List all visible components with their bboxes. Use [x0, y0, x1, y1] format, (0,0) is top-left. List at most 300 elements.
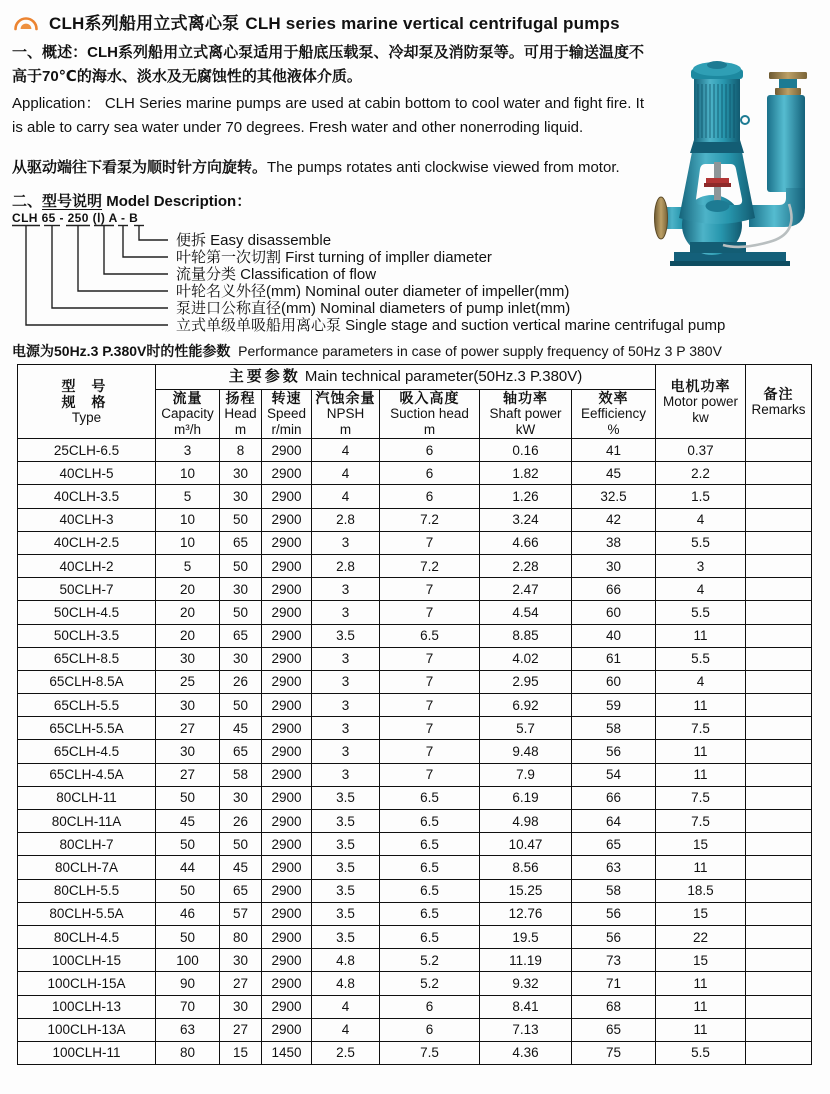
type-header-line3: Type [71, 409, 102, 425]
cell-npsh: 2.5 [312, 1041, 380, 1064]
cell-efficiency: 54 [572, 763, 656, 786]
table-caption-en: Performance parameters in case of power supply frequency of 50Hz 3 P 380V [238, 343, 722, 359]
cell-shaft-power: 0.16 [480, 439, 572, 462]
cell-capacity: 50 [156, 786, 220, 809]
cell-type: 80CLH-5.5A [18, 902, 156, 925]
cell-efficiency: 75 [572, 1041, 656, 1064]
col-header-suction-head: 吸入高度 Suction head m [380, 390, 480, 439]
cell-speed: 2900 [262, 833, 312, 856]
model-item-inlet-diameter: 泵进口公称直径(mm) Nominal diameters of pump inlet(mm) [176, 300, 571, 317]
cell-remarks [746, 902, 812, 925]
cell-speed: 2900 [262, 1018, 312, 1041]
table-row [18, 902, 812, 925]
cell-suction-head: 7.2 [380, 554, 480, 577]
cell-suction-head: 7 [380, 740, 480, 763]
cell-shaft-power: 8.85 [480, 624, 572, 647]
cell-type: 40CLH-5 [18, 462, 156, 485]
cell-capacity: 20 [156, 624, 220, 647]
cell-motor-power: 5.5 [656, 647, 746, 670]
parameters-table [17, 364, 812, 1065]
cell-motor-power: 5.5 [656, 1041, 746, 1064]
cell-suction-head: 7 [380, 531, 480, 554]
table-row [18, 485, 812, 508]
cell-remarks [746, 554, 812, 577]
cell-remarks [746, 578, 812, 601]
cell-npsh: 3 [312, 717, 380, 740]
col-header-capacity: 流量 Capacity m³/h [156, 390, 220, 439]
cell-efficiency: 56 [572, 740, 656, 763]
cell-motor-power: 7.5 [656, 810, 746, 833]
page-header [0, 0, 830, 34]
cell-capacity: 50 [156, 879, 220, 902]
table-row [18, 995, 812, 1018]
model-item-first-turning: 叶轮第一次切割 First turning of impller diameter [176, 249, 492, 266]
cell-npsh: 3.5 [312, 624, 380, 647]
cell-type: 40CLH-2.5 [18, 531, 156, 554]
cell-type: 40CLH-2 [18, 554, 156, 577]
model-code: CLH 65 - 250 (Ⅰ) A - B [12, 212, 139, 225]
cell-head: 27 [220, 972, 262, 995]
cell-npsh: 3 [312, 740, 380, 763]
cell-shaft-power: 4.66 [480, 531, 572, 554]
cell-type: 65CLH-8.5 [18, 647, 156, 670]
pump-discharge-pipe [749, 72, 807, 227]
cell-head: 65 [220, 740, 262, 763]
col-header-head: 扬程 Head m [220, 390, 262, 439]
cell-suction-head: 6.5 [380, 624, 480, 647]
cell-motor-power: 22 [656, 925, 746, 948]
cell-capacity: 50 [156, 833, 220, 856]
model-item-impeller-diameter: 叶轮名义外径(mm) Nominal outer diameter of impeller(mm) [176, 283, 570, 300]
cell-efficiency: 59 [572, 694, 656, 717]
cell-speed: 2900 [262, 786, 312, 809]
table-row [18, 554, 812, 577]
cell-npsh: 3 [312, 601, 380, 624]
table-row [18, 786, 812, 809]
cell-efficiency: 32.5 [572, 485, 656, 508]
cell-shaft-power: 2.28 [480, 554, 572, 577]
cell-type: 50CLH-7 [18, 578, 156, 601]
cell-speed: 2900 [262, 601, 312, 624]
cell-remarks [746, 1041, 812, 1064]
cell-capacity: 30 [156, 694, 220, 717]
cell-remarks [746, 508, 812, 531]
page-title-en: CLH series marine vertical centrifugal pumps [245, 14, 620, 33]
cell-remarks [746, 1018, 812, 1041]
cell-efficiency: 65 [572, 833, 656, 856]
cell-efficiency: 58 [572, 717, 656, 740]
cell-efficiency: 61 [572, 647, 656, 670]
cell-type: 50CLH-4.5 [18, 601, 156, 624]
cell-remarks [746, 995, 812, 1018]
cell-remarks [746, 670, 812, 693]
cell-head: 30 [220, 578, 262, 601]
cell-efficiency: 60 [572, 670, 656, 693]
cell-head: 65 [220, 624, 262, 647]
table-caption-zh: 电源为50Hz.3 P.380V时的性能参数 [12, 343, 231, 359]
cell-speed: 2900 [262, 763, 312, 786]
cell-suction-head: 6 [380, 462, 480, 485]
cell-capacity: 63 [156, 1018, 220, 1041]
cell-type: 100CLH-15A [18, 972, 156, 995]
cell-efficiency: 42 [572, 508, 656, 531]
group-header-en: Main technical parameter(50Hz.3 P.380V) [304, 368, 583, 385]
cell-suction-head: 6.5 [380, 833, 480, 856]
cell-speed: 2900 [262, 462, 312, 485]
cell-type: 65CLH-5.5A [18, 717, 156, 740]
cell-motor-power: 3 [656, 554, 746, 577]
cell-head: 58 [220, 763, 262, 786]
cell-head: 15 [220, 1041, 262, 1064]
cell-npsh: 3 [312, 531, 380, 554]
cell-speed: 2900 [262, 554, 312, 577]
cell-efficiency: 58 [572, 879, 656, 902]
cell-capacity: 25 [156, 670, 220, 693]
cell-motor-power: 2.2 [656, 462, 746, 485]
cell-motor-power: 7.5 [656, 786, 746, 809]
leader-line [52, 226, 168, 309]
cell-capacity: 27 [156, 717, 220, 740]
table-row [18, 810, 812, 833]
table-caption [12, 341, 830, 361]
cell-type: 80CLH-11 [18, 786, 156, 809]
cell-motor-power: 7.5 [656, 717, 746, 740]
cell-remarks [746, 647, 812, 670]
cell-motor-power: 11 [656, 624, 746, 647]
cell-remarks [746, 786, 812, 809]
cell-speed: 2900 [262, 856, 312, 879]
cell-efficiency: 60 [572, 601, 656, 624]
cell-motor-power: 4 [656, 670, 746, 693]
cell-shaft-power: 2.47 [480, 578, 572, 601]
cell-speed: 2900 [262, 949, 312, 972]
cell-suction-head: 7 [380, 601, 480, 624]
type-header-line2: 规 格 [61, 393, 112, 410]
cell-motor-power: 15 [656, 949, 746, 972]
table-row [18, 879, 812, 902]
rotation-note [12, 156, 644, 180]
cell-npsh: 3.5 [312, 786, 380, 809]
overview-section [12, 41, 644, 180]
type-header-line1: 型 号 [61, 377, 112, 394]
cell-head: 50 [220, 694, 262, 717]
cell-remarks [746, 740, 812, 763]
cell-remarks [746, 879, 812, 902]
cell-suction-head: 7 [380, 717, 480, 740]
cell-efficiency: 40 [572, 624, 656, 647]
cell-capacity: 44 [156, 856, 220, 879]
cell-efficiency: 30 [572, 554, 656, 577]
brand-arc-icon [12, 13, 40, 31]
cell-npsh: 3.5 [312, 879, 380, 902]
cell-shaft-power: 1.82 [480, 462, 572, 485]
table-row [18, 694, 812, 717]
table-row [18, 508, 812, 531]
cell-head: 26 [220, 810, 262, 833]
table-row [18, 624, 812, 647]
cell-capacity: 100 [156, 949, 220, 972]
cell-type: 65CLH-8.5A [18, 670, 156, 693]
table-row [18, 601, 812, 624]
cell-type: 100CLH-13 [18, 995, 156, 1018]
cell-npsh: 3.5 [312, 925, 380, 948]
cell-efficiency: 71 [572, 972, 656, 995]
table-row [18, 949, 812, 972]
cell-type: 100CLH-11 [18, 1041, 156, 1064]
cell-npsh: 3.5 [312, 902, 380, 925]
cell-type: 100CLH-15 [18, 949, 156, 972]
cell-shaft-power: 7.9 [480, 763, 572, 786]
cell-head: 8 [220, 439, 262, 462]
cell-suction-head: 7 [380, 578, 480, 601]
page-title-zh: CLH系列船用立式离心泵 [49, 14, 240, 33]
cell-type: 40CLH-3 [18, 508, 156, 531]
cell-remarks [746, 763, 812, 786]
cell-speed: 2900 [262, 670, 312, 693]
cell-suction-head: 6.5 [380, 786, 480, 809]
cell-head: 65 [220, 531, 262, 554]
cell-speed: 2900 [262, 624, 312, 647]
table-row [18, 717, 812, 740]
cell-efficiency: 45 [572, 462, 656, 485]
leader-line [104, 226, 168, 275]
cell-remarks [746, 694, 812, 717]
cell-remarks [746, 810, 812, 833]
cell-capacity: 50 [156, 925, 220, 948]
cell-speed: 2900 [262, 902, 312, 925]
cell-efficiency: 65 [572, 1018, 656, 1041]
cell-head: 30 [220, 949, 262, 972]
cell-remarks [746, 531, 812, 554]
cell-head: 30 [220, 995, 262, 1018]
cell-capacity: 30 [156, 647, 220, 670]
cell-head: 30 [220, 462, 262, 485]
cell-remarks [746, 462, 812, 485]
table-row [18, 462, 812, 485]
cell-capacity: 10 [156, 462, 220, 485]
table-row [18, 1041, 812, 1064]
cell-head: 50 [220, 601, 262, 624]
table-row [18, 670, 812, 693]
cell-shaft-power: 9.32 [480, 972, 572, 995]
rotation-note-zh: 从驱动端往下看泵为顺时针方向旋转。 [12, 159, 268, 176]
cell-suction-head: 6.5 [380, 810, 480, 833]
cell-head: 50 [220, 508, 262, 531]
cell-speed: 2900 [262, 717, 312, 740]
cell-npsh: 2.8 [312, 508, 380, 531]
cell-head: 26 [220, 670, 262, 693]
cell-npsh: 3 [312, 763, 380, 786]
cell-head: 45 [220, 717, 262, 740]
cell-shaft-power: 6.19 [480, 786, 572, 809]
cell-motor-power: 4 [656, 578, 746, 601]
table-row [18, 925, 812, 948]
cell-remarks [746, 601, 812, 624]
col-header-npsh: 汽蚀余量 NPSH m [312, 390, 380, 439]
cell-suction-head: 6.5 [380, 879, 480, 902]
cell-capacity: 3 [156, 439, 220, 462]
cell-head: 30 [220, 647, 262, 670]
cell-speed: 2900 [262, 925, 312, 948]
cell-capacity: 45 [156, 810, 220, 833]
cell-speed: 2900 [262, 694, 312, 717]
cell-shaft-power: 2.95 [480, 670, 572, 693]
cell-shaft-power: 7.13 [480, 1018, 572, 1041]
page-title [49, 9, 620, 34]
cell-capacity: 90 [156, 972, 220, 995]
cell-type: 65CLH-4.5 [18, 740, 156, 763]
col-header-motor-power: 电机功率 Motor power kw [656, 365, 746, 439]
cell-remarks [746, 972, 812, 995]
cell-capacity: 80 [156, 1041, 220, 1064]
cell-head: 50 [220, 833, 262, 856]
cell-npsh: 3.5 [312, 833, 380, 856]
cell-speed: 2900 [262, 810, 312, 833]
table-row [18, 833, 812, 856]
cell-motor-power: 11 [656, 972, 746, 995]
col-header-efficiency: 效率 Eefficiency % [572, 390, 656, 439]
cell-capacity: 10 [156, 508, 220, 531]
cell-motor-power: 1.5 [656, 485, 746, 508]
cell-shaft-power: 3.24 [480, 508, 572, 531]
cell-speed: 2900 [262, 439, 312, 462]
cell-speed: 2900 [262, 740, 312, 763]
cell-npsh: 3 [312, 670, 380, 693]
group-header-main-parameters [156, 365, 656, 390]
cell-suction-head: 7.2 [380, 508, 480, 531]
cell-motor-power: 15 [656, 902, 746, 925]
cell-suction-head: 6.5 [380, 856, 480, 879]
cell-speed: 2900 [262, 972, 312, 995]
pump-photo [648, 56, 810, 268]
cell-suction-head: 6 [380, 995, 480, 1018]
col-header-speed: 转速 Speed r/min [262, 390, 312, 439]
cell-npsh: 3 [312, 647, 380, 670]
cell-motor-power: 11 [656, 995, 746, 1018]
overview-zh: 一、概述：CLH系列船用立式离心泵适用于船底压载泵、冷却泵及消防泵等。可用于输送温度不高于70℃的海水、淡水及无腐蚀性的其他液体介质。 [12, 44, 644, 85]
cell-speed: 2900 [262, 578, 312, 601]
cell-npsh: 4 [312, 1018, 380, 1041]
cell-type: 65CLH-4.5A [18, 763, 156, 786]
cell-type: 25CLH-6.5 [18, 439, 156, 462]
cell-motor-power: 11 [656, 856, 746, 879]
pump-motor [690, 61, 749, 153]
cell-suction-head: 6 [380, 485, 480, 508]
heading-en: Model Description： [106, 193, 252, 210]
cell-shaft-power: 9.48 [480, 740, 572, 763]
cell-npsh: 3 [312, 578, 380, 601]
cell-efficiency: 66 [572, 578, 656, 601]
cell-type: 80CLH-7 [18, 833, 156, 856]
cell-head: 27 [220, 1018, 262, 1041]
col-header-type [18, 365, 156, 439]
cell-npsh: 4 [312, 462, 380, 485]
cell-type: 80CLH-4.5 [18, 925, 156, 948]
cell-suction-head: 7.5 [380, 1041, 480, 1064]
model-item-easy-disassemble: 便拆 Easy disassemble [176, 232, 332, 249]
cell-shaft-power: 4.54 [480, 601, 572, 624]
cell-speed: 2900 [262, 647, 312, 670]
cell-motor-power: 18.5 [656, 879, 746, 902]
table-body [18, 439, 812, 1065]
cell-npsh: 3.5 [312, 810, 380, 833]
cell-speed: 2900 [262, 508, 312, 531]
cell-remarks [746, 833, 812, 856]
cell-shaft-power: 19.5 [480, 925, 572, 948]
cell-motor-power: 11 [656, 1018, 746, 1041]
group-header-zh: 主要参数 [228, 368, 301, 385]
table-row [18, 856, 812, 879]
cell-speed: 2900 [262, 879, 312, 902]
cell-efficiency: 73 [572, 949, 656, 972]
table-row [18, 972, 812, 995]
cell-shaft-power: 12.76 [480, 902, 572, 925]
cell-shaft-power: 8.41 [480, 995, 572, 1018]
cell-efficiency: 64 [572, 810, 656, 833]
cell-efficiency: 66 [572, 786, 656, 809]
cell-capacity: 5 [156, 485, 220, 508]
cell-efficiency: 63 [572, 856, 656, 879]
cell-suction-head: 7 [380, 763, 480, 786]
cell-npsh: 3.5 [312, 856, 380, 879]
cell-suction-head: 6 [380, 1018, 480, 1041]
pump-coupling [704, 162, 731, 212]
cell-npsh: 4.8 [312, 972, 380, 995]
cell-capacity: 27 [156, 763, 220, 786]
heading-zh: 型号说明 [42, 193, 103, 210]
cell-efficiency: 38 [572, 531, 656, 554]
cell-type: 40CLH-3.5 [18, 485, 156, 508]
overview-en: Application： CLH Series marine pumps are used at cabin bottom to cool water and fight fire. It is able to carry sea water under 70 degrees. Fresh water and other nonerroding liquid. [12, 95, 644, 136]
table-row [18, 578, 812, 601]
heading-prefix: 二、 [12, 193, 43, 210]
cell-motor-power: 5.5 [656, 601, 746, 624]
cell-capacity: 46 [156, 902, 220, 925]
cell-speed: 2900 [262, 485, 312, 508]
table-row [18, 647, 812, 670]
cell-motor-power: 5.5 [656, 531, 746, 554]
cell-head: 80 [220, 925, 262, 948]
col-header-remarks: 备注 Remarks [746, 365, 812, 439]
table-row [18, 1018, 812, 1041]
cell-remarks [746, 717, 812, 740]
table-header [18, 365, 812, 439]
cell-capacity: 70 [156, 995, 220, 1018]
cell-head: 50 [220, 554, 262, 577]
cell-npsh: 4 [312, 485, 380, 508]
cell-speed: 2900 [262, 995, 312, 1018]
cell-motor-power: 11 [656, 740, 746, 763]
table-row [18, 763, 812, 786]
cell-shaft-power: 1.26 [480, 485, 572, 508]
cell-shaft-power: 4.36 [480, 1041, 572, 1064]
cell-suction-head: 7 [380, 647, 480, 670]
table-row [18, 740, 812, 763]
cell-speed: 2900 [262, 531, 312, 554]
cell-head: 57 [220, 902, 262, 925]
cell-capacity: 5 [156, 554, 220, 577]
cell-motor-power: 0.37 [656, 439, 746, 462]
cell-shaft-power: 4.02 [480, 647, 572, 670]
cell-suction-head: 5.2 [380, 972, 480, 995]
cell-motor-power: 11 [656, 694, 746, 717]
cell-shaft-power: 5.7 [480, 717, 572, 740]
cell-shaft-power: 11.19 [480, 949, 572, 972]
cell-remarks [746, 624, 812, 647]
cell-capacity: 20 [156, 601, 220, 624]
cell-remarks [746, 949, 812, 972]
cell-motor-power: 11 [656, 763, 746, 786]
